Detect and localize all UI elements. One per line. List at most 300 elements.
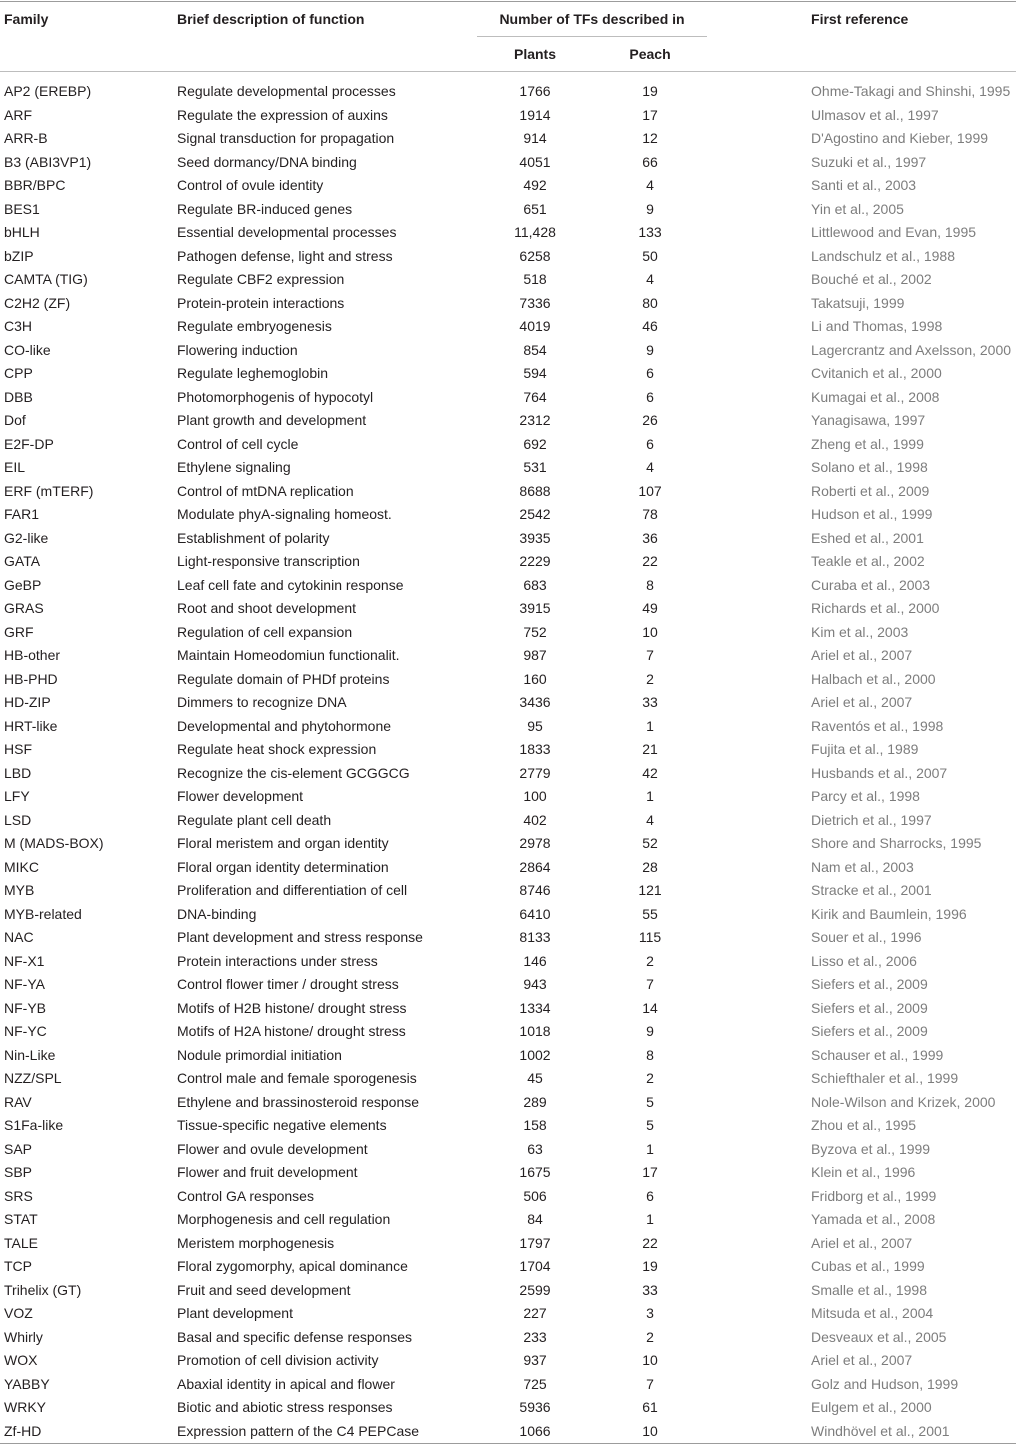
- header-peach: Peach: [593, 37, 707, 72]
- peach-count-cell: 33: [642, 694, 658, 711]
- family-cell: bZIP: [4, 247, 34, 264]
- family-cell: HD-ZIP: [4, 694, 51, 711]
- reference-cell: Ariel et al., 2007: [811, 1234, 913, 1251]
- reference-cell: Smalle et al., 1998: [811, 1281, 927, 1298]
- description-cell: Motifs of H2A histone/ drought stress: [177, 1023, 406, 1040]
- reference-cell: Kumagai et al., 2008: [811, 388, 940, 405]
- peach-count-cell: 1: [646, 717, 654, 734]
- table-row: [0, 785, 1016, 809]
- description-cell: Proliferation and differentiation of cell: [177, 882, 408, 899]
- header-gap: [707, 2, 811, 37]
- plants-count-cell: 5936: [519, 1399, 551, 1416]
- description-cell: Flowering induction: [177, 341, 298, 358]
- reference-cell: Ariel et al., 2007: [811, 1352, 913, 1369]
- peach-count-cell: 19: [642, 83, 658, 100]
- description-cell: Light-responsive transcription: [177, 553, 360, 570]
- table-row: [0, 291, 1016, 315]
- plants-count-cell: 764: [523, 388, 547, 405]
- peach-count-cell: 10: [642, 1352, 658, 1369]
- plants-count-cell: 937: [523, 1352, 547, 1369]
- reference-cell: Yin et al., 2005: [811, 200, 904, 217]
- table-row: [0, 174, 1016, 198]
- plants-count-cell: 531: [523, 459, 547, 476]
- plants-count-cell: 518: [523, 271, 547, 288]
- table-row: [0, 761, 1016, 785]
- description-cell: Fruit and seed development: [177, 1281, 351, 1298]
- plants-count-cell: 6258: [519, 247, 551, 264]
- plants-count-cell: 987: [523, 647, 547, 664]
- description-cell: Protein interactions under stress: [177, 952, 378, 969]
- tf-families-table: [0, 1, 1016, 1444]
- description-cell: Flower development: [177, 788, 304, 805]
- peach-count-cell: 115: [638, 929, 662, 946]
- description-cell: Regulate BR-induced genes: [177, 200, 353, 217]
- family-cell: EIL: [4, 459, 26, 476]
- table-row: [0, 996, 1016, 1020]
- family-cell: C3H: [4, 318, 33, 335]
- peach-count-cell: 7: [646, 1375, 654, 1392]
- family-cell: HB-other: [4, 647, 61, 664]
- description-cell: Signal transduction for propagation: [177, 130, 395, 147]
- plants-count-cell: 2542: [519, 506, 551, 523]
- plants-count-cell: 651: [523, 200, 547, 217]
- family-cell: NF-YA: [4, 976, 45, 993]
- plants-count-cell: 683: [523, 576, 547, 593]
- reference-cell: Teakle et al., 2002: [811, 553, 925, 570]
- reference-cell: Richards et al., 2000: [811, 600, 940, 617]
- description-cell: Plant development and stress response: [177, 929, 423, 946]
- peach-count-cell: 66: [642, 153, 658, 170]
- family-cell: NF-YC: [4, 1023, 47, 1040]
- description-cell: Establishment of polarity: [177, 529, 330, 546]
- peach-count-cell: 4: [646, 271, 654, 288]
- reference-cell: Ariel et al., 2007: [811, 647, 913, 664]
- description-cell: Floral zygomorphy, apical dominance: [177, 1258, 408, 1275]
- plants-count-cell: 6410: [519, 905, 551, 922]
- table-body: [0, 80, 1016, 1444]
- description-cell: Photomorphogenis of hypocotyl: [177, 388, 374, 405]
- header-row-1: [0, 2, 1016, 37]
- table-row: [0, 1302, 1016, 1326]
- header-plants: Plants: [477, 37, 593, 72]
- table-row: [0, 1090, 1016, 1114]
- reference-cell: Schiefthaler et al., 1999: [811, 1070, 959, 1087]
- reference-cell: Lisso et al., 2006: [811, 952, 917, 969]
- family-cell: Nin-Like: [4, 1046, 56, 1063]
- family-cell: SAP: [4, 1140, 33, 1157]
- family-cell: MYB-related: [4, 905, 82, 922]
- description-cell: Regulation of cell expansion: [177, 623, 353, 640]
- peach-count-cell: 10: [593, 1419, 707, 1443]
- reference-cell: Parcy et al., 1998: [811, 788, 920, 805]
- table-header: [0, 2, 1016, 80]
- table-row: [0, 808, 1016, 832]
- peach-count-cell: 22: [642, 1234, 658, 1251]
- reference-cell: Fridborg et al., 1999: [811, 1187, 937, 1204]
- reference-cell: Siefers et al., 2009: [811, 1023, 928, 1040]
- family-cell: TALE: [4, 1234, 38, 1251]
- family-cell: VOZ: [4, 1305, 33, 1322]
- peach-count-cell: 8: [646, 1046, 654, 1063]
- table-row: [0, 550, 1016, 574]
- description-cell: Maintain Homeodomiun functionalit.: [177, 647, 400, 664]
- peach-count-cell: 46: [642, 318, 658, 335]
- family-cell: MYB: [4, 882, 35, 899]
- plants-count-cell: 2779: [519, 764, 551, 781]
- family-cell: E2F-DP: [4, 435, 54, 452]
- peach-count-cell: 78: [642, 506, 658, 523]
- family-cell: NF-YB: [4, 999, 46, 1016]
- plants-count-cell: 63: [527, 1140, 543, 1157]
- reference-cell: Eulgem et al., 2000: [811, 1399, 932, 1416]
- peach-count-cell: 50: [642, 247, 658, 264]
- plants-count-cell: 45: [527, 1070, 543, 1087]
- family-cell: C2H2 (ZF): [4, 294, 71, 311]
- peach-count-cell: 1: [646, 1211, 654, 1228]
- family-cell: ARR-B: [4, 130, 48, 147]
- plants-count-cell: 506: [523, 1187, 547, 1204]
- family-cell: Trihelix (GT): [4, 1281, 82, 1298]
- description-cell: Protein-protein interactions: [177, 294, 345, 311]
- peach-count-cell: 80: [642, 294, 658, 311]
- reference-cell: Yanagisawa, 1997: [811, 412, 926, 429]
- family-cell: NZZ/SPL: [4, 1070, 62, 1087]
- description-cell: Regulate domain of PHDf proteins: [177, 670, 390, 687]
- family-cell: Whirly: [4, 1328, 43, 1345]
- table-row: [0, 1161, 1016, 1185]
- table-row: [0, 244, 1016, 268]
- description-cell: Expression pattern of the C4 PEPCase: [177, 1419, 477, 1443]
- table-row: [0, 1043, 1016, 1067]
- plants-count-cell: 100: [523, 788, 547, 805]
- peach-count-cell: 3: [646, 1305, 654, 1322]
- family-cell: HB-PHD: [4, 670, 58, 687]
- table-row: [0, 1325, 1016, 1349]
- description-cell: Plant growth and development: [177, 412, 367, 429]
- table-row: [0, 949, 1016, 973]
- table-row: [0, 1372, 1016, 1396]
- reference-cell: Halbach et al., 2000: [811, 670, 936, 687]
- family-cell: DBB: [4, 388, 33, 405]
- family-cell: G2-like: [4, 529, 49, 546]
- description-cell: Control flower timer / drought stress: [177, 976, 399, 993]
- reference-cell: Raventós et al., 1998: [811, 717, 944, 734]
- peach-count-cell: 55: [642, 905, 658, 922]
- reference-cell: Zheng et al., 1999: [811, 435, 924, 452]
- peach-count-cell: 17: [642, 1164, 658, 1181]
- plants-count-cell: 1833: [519, 741, 551, 758]
- reference-cell: Solano et al., 1998: [811, 459, 928, 476]
- family-cell: YABBY: [4, 1375, 50, 1392]
- description-cell: Regulate leghemoglobin: [177, 365, 328, 382]
- peach-count-cell: 6: [646, 1187, 654, 1204]
- family-cell: TCP: [4, 1258, 32, 1275]
- table-row: [0, 1255, 1016, 1279]
- plants-count-cell: 2599: [519, 1281, 551, 1298]
- reference-cell: Lagercrantz and Axelsson, 2000: [811, 341, 1012, 358]
- description-cell: Floral meristem and organ identity: [177, 835, 389, 852]
- table-row: [0, 1278, 1016, 1302]
- description-cell: Pathogen defense, light and stress: [177, 247, 393, 264]
- description-cell: Morphogenesis and cell regulation: [177, 1211, 391, 1228]
- plants-count-cell: 233: [523, 1328, 547, 1345]
- table-row: [0, 127, 1016, 151]
- family-cell: B3 (ABI3VP1): [4, 153, 92, 170]
- reference-cell: Fujita et al., 1989: [811, 741, 919, 758]
- plants-count-cell: 1797: [519, 1234, 551, 1251]
- table-row: [0, 1396, 1016, 1420]
- family-cell: LBD: [4, 764, 32, 781]
- peach-count-cell: 9: [646, 341, 654, 358]
- description-cell: Essential developmental processes: [177, 224, 397, 241]
- family-cell: GRF: [4, 623, 34, 640]
- table-row: [0, 620, 1016, 644]
- table-row: [0, 315, 1016, 339]
- table-row: [0, 1208, 1016, 1232]
- description-cell: Regulate developmental processes: [177, 83, 396, 100]
- family-cell: STAT: [4, 1211, 38, 1228]
- reference-cell: Li and Thomas, 1998: [811, 318, 943, 335]
- reference-cell: Siefers et al., 2009: [811, 976, 928, 993]
- plants-count-cell: 95: [527, 717, 543, 734]
- reference-cell: Roberti et al., 2009: [811, 482, 930, 499]
- reference-cell: Curaba et al., 2003: [811, 576, 931, 593]
- reference-cell: Littlewood and Evan, 1995: [811, 224, 977, 241]
- peach-count-cell: 133: [638, 224, 662, 241]
- family-cell: ERF (mTERF): [4, 482, 94, 499]
- table-row: [0, 691, 1016, 715]
- description-cell: Control of mtDNA replication: [177, 482, 354, 499]
- reference-cell: Eshed et al., 2001: [811, 529, 924, 546]
- table-row: [0, 973, 1016, 997]
- plants-count-cell: 1704: [519, 1258, 551, 1275]
- description-cell: Regulate CBF2 expression: [177, 271, 345, 288]
- reference-cell: Siefers et al., 2009: [811, 999, 928, 1016]
- peach-count-cell: 17: [642, 106, 658, 123]
- peach-count-cell: 7: [646, 647, 654, 664]
- reference-cell: Nam et al., 2003: [811, 858, 914, 875]
- reference-cell: Takatsuji, 1999: [811, 294, 905, 311]
- plants-count-cell: 943: [523, 976, 547, 993]
- peach-count-cell: 9: [646, 200, 654, 217]
- plants-count-cell: 1914: [519, 106, 551, 123]
- table-row: [0, 338, 1016, 362]
- table-row: [0, 362, 1016, 386]
- peach-count-cell: 61: [642, 1399, 658, 1416]
- header-row-2: [0, 37, 1016, 72]
- peach-count-cell: 9: [646, 1023, 654, 1040]
- plants-count-cell: 1066: [477, 1419, 593, 1443]
- family-cell: RAV: [4, 1093, 32, 1110]
- peach-count-cell: 12: [642, 130, 658, 147]
- plants-count-cell: 8133: [519, 929, 551, 946]
- plants-count-cell: 3436: [519, 694, 551, 711]
- table-row: [0, 1419, 1016, 1443]
- description-cell: Control GA responses: [177, 1187, 314, 1204]
- table-row: [0, 1231, 1016, 1255]
- description-cell: Ethylene and brassinosteroid response: [177, 1093, 420, 1110]
- table-row: [0, 832, 1016, 856]
- reference-cell: Suzuki et al., 1997: [811, 153, 927, 170]
- peach-count-cell: 2: [646, 952, 654, 969]
- table-row: [0, 503, 1016, 527]
- table-row: [0, 1020, 1016, 1044]
- plants-count-cell: 752: [523, 623, 547, 640]
- description-cell: Basal and specific defense responses: [177, 1328, 413, 1345]
- plants-count-cell: 1334: [519, 999, 551, 1016]
- family-cell: BBR/BPC: [4, 177, 66, 194]
- plants-count-cell: 7336: [519, 294, 551, 311]
- family-cell: NF-X1: [4, 952, 45, 969]
- plants-count-cell: 594: [523, 365, 547, 382]
- reference-cell: Desveaux et al., 2005: [811, 1328, 947, 1345]
- peach-count-cell: 26: [642, 412, 658, 429]
- plants-count-cell: 8688: [519, 482, 551, 499]
- peach-count-cell: 1: [646, 1140, 654, 1157]
- table-row: [0, 1349, 1016, 1373]
- plants-count-cell: 3915: [519, 600, 551, 617]
- table-row: [0, 268, 1016, 292]
- description-cell: Abaxial identity in apical and flower: [177, 1375, 395, 1392]
- table-row: [0, 409, 1016, 433]
- reference-cell: Byzova et al., 1999: [811, 1140, 931, 1157]
- table-row: [0, 738, 1016, 762]
- peach-count-cell: 2: [646, 1070, 654, 1087]
- description-cell: Control male and female sporogenesis: [177, 1070, 417, 1087]
- plants-count-cell: 2312: [519, 412, 551, 429]
- description-cell: Motifs of H2B histone/ drought stress: [177, 999, 407, 1016]
- plants-count-cell: 1002: [519, 1046, 551, 1063]
- peach-count-cell: 36: [642, 529, 658, 546]
- description-cell: Regulate the expression of auxins: [177, 106, 388, 123]
- description-cell: Promotion of cell division activity: [177, 1352, 379, 1369]
- table-row: [0, 573, 1016, 597]
- family-cell: AP2 (EREBP): [4, 83, 92, 100]
- reference-cell: Yamada et al., 2008: [811, 1211, 936, 1228]
- peach-count-cell: 52: [642, 835, 658, 852]
- plants-count-cell: 402: [523, 811, 547, 828]
- peach-count-cell: 5: [646, 1093, 654, 1110]
- table-row: [0, 667, 1016, 691]
- peach-count-cell: 4: [646, 459, 654, 476]
- reference-cell: Stracke et al., 2001: [811, 882, 932, 899]
- reference-cell: Ariel et al., 2007: [811, 694, 913, 711]
- peach-count-cell: 21: [642, 741, 658, 758]
- reference-cell: Windhövel et al., 2001: [811, 1419, 1016, 1443]
- description-cell: Seed dormancy/DNA binding: [177, 153, 357, 170]
- family-cell: BES1: [4, 200, 40, 217]
- family-cell: ARF: [4, 106, 32, 123]
- plants-count-cell: 158: [523, 1117, 547, 1134]
- family-cell: HSF: [4, 741, 32, 758]
- table-row: [0, 1184, 1016, 1208]
- description-cell: Regulate heat shock expression: [177, 741, 377, 758]
- peach-count-cell: 4: [646, 177, 654, 194]
- reference-cell: Bouché et al., 2002: [811, 271, 932, 288]
- plants-count-cell: 3935: [519, 529, 551, 546]
- reference-cell: Santi et al., 2003: [811, 177, 917, 194]
- family-cell: GRAS: [4, 600, 44, 617]
- reference-cell: Ohme-Takagi and Shinshi, 1995: [811, 83, 1011, 100]
- table-row: [0, 456, 1016, 480]
- table-row: [0, 1137, 1016, 1161]
- header-description: Brief description of function: [177, 2, 477, 37]
- description-cell: Dimmers to recognize DNA: [177, 694, 347, 711]
- plants-count-cell: 11,428: [514, 224, 556, 241]
- description-cell: Flower and ovule development: [177, 1140, 368, 1157]
- table-row: [0, 1067, 1016, 1091]
- family-cell: CAMTA (TIG): [4, 271, 88, 288]
- description-cell: DNA-binding: [177, 905, 257, 922]
- reference-cell: Souer et al., 1996: [811, 929, 922, 946]
- peach-count-cell: 28: [642, 858, 658, 875]
- reference-cell: Kirik and Baumlein, 1996: [811, 905, 967, 922]
- table-row: [0, 714, 1016, 738]
- plants-count-cell: 914: [523, 130, 547, 147]
- description-cell: Flower and fruit development: [177, 1164, 358, 1181]
- description-cell: Plant development: [177, 1305, 293, 1322]
- peach-count-cell: 8: [646, 576, 654, 593]
- table-row: [0, 385, 1016, 409]
- peach-count-cell: 6: [646, 388, 654, 405]
- plants-count-cell: 1018: [519, 1023, 551, 1040]
- plants-count-cell: 227: [523, 1305, 547, 1322]
- family-cell: CPP: [4, 365, 33, 382]
- peach-count-cell: 5: [646, 1117, 654, 1134]
- peach-count-cell: 2: [646, 1328, 654, 1345]
- plants-count-cell: 2864: [519, 858, 551, 875]
- reference-cell: Nole-Wilson and Krizek, 2000: [811, 1093, 996, 1110]
- description-cell: Meristem morphogenesis: [177, 1234, 335, 1251]
- reference-cell: Ulmasov et al., 1997: [811, 106, 939, 123]
- reference-cell: Klein et al., 1996: [811, 1164, 916, 1181]
- family-cell: FAR1: [4, 506, 40, 523]
- reference-cell: Golz and Hudson, 1999: [811, 1375, 959, 1392]
- table-row: [0, 855, 1016, 879]
- plants-count-cell: 1675: [519, 1164, 551, 1181]
- plants-count-cell: 1766: [519, 83, 551, 100]
- description-cell: Developmental and phytohormone: [177, 717, 392, 734]
- table-row: [0, 644, 1016, 668]
- description-cell: Recognize the cis-element GCGGCG: [177, 764, 410, 781]
- reference-cell: Dietrich et al., 1997: [811, 811, 932, 828]
- table-row: [0, 479, 1016, 503]
- peach-count-cell: 33: [642, 1281, 658, 1298]
- plants-count-cell: 160: [523, 670, 547, 687]
- reference-cell: Kim et al., 2003: [811, 623, 909, 640]
- header-family: Family: [0, 2, 177, 37]
- family-cell: WOX: [4, 1352, 38, 1369]
- description-cell: Regulate embryogenesis: [177, 318, 332, 335]
- description-cell: Control of cell cycle: [177, 435, 299, 452]
- peach-count-cell: 19: [642, 1258, 658, 1275]
- family-cell: Dof: [4, 412, 26, 429]
- reference-cell: Mitsuda et al., 2004: [811, 1305, 934, 1322]
- reference-cell: Landschulz et al., 1988: [811, 247, 956, 264]
- table-row: [0, 597, 1016, 621]
- description-cell: Biotic and abiotic stress responses: [177, 1399, 393, 1416]
- table-row: [0, 879, 1016, 903]
- reference-cell: Cvitanich et al., 2000: [811, 365, 942, 382]
- plants-count-cell: 146: [523, 952, 547, 969]
- family-cell: SRS: [4, 1187, 33, 1204]
- plants-count-cell: 854: [523, 341, 547, 358]
- peach-count-cell: 14: [642, 999, 658, 1016]
- peach-count-cell: 107: [638, 482, 662, 499]
- plants-count-cell: 84: [527, 1211, 543, 1228]
- table-row: [0, 902, 1016, 926]
- peach-count-cell: 7: [646, 976, 654, 993]
